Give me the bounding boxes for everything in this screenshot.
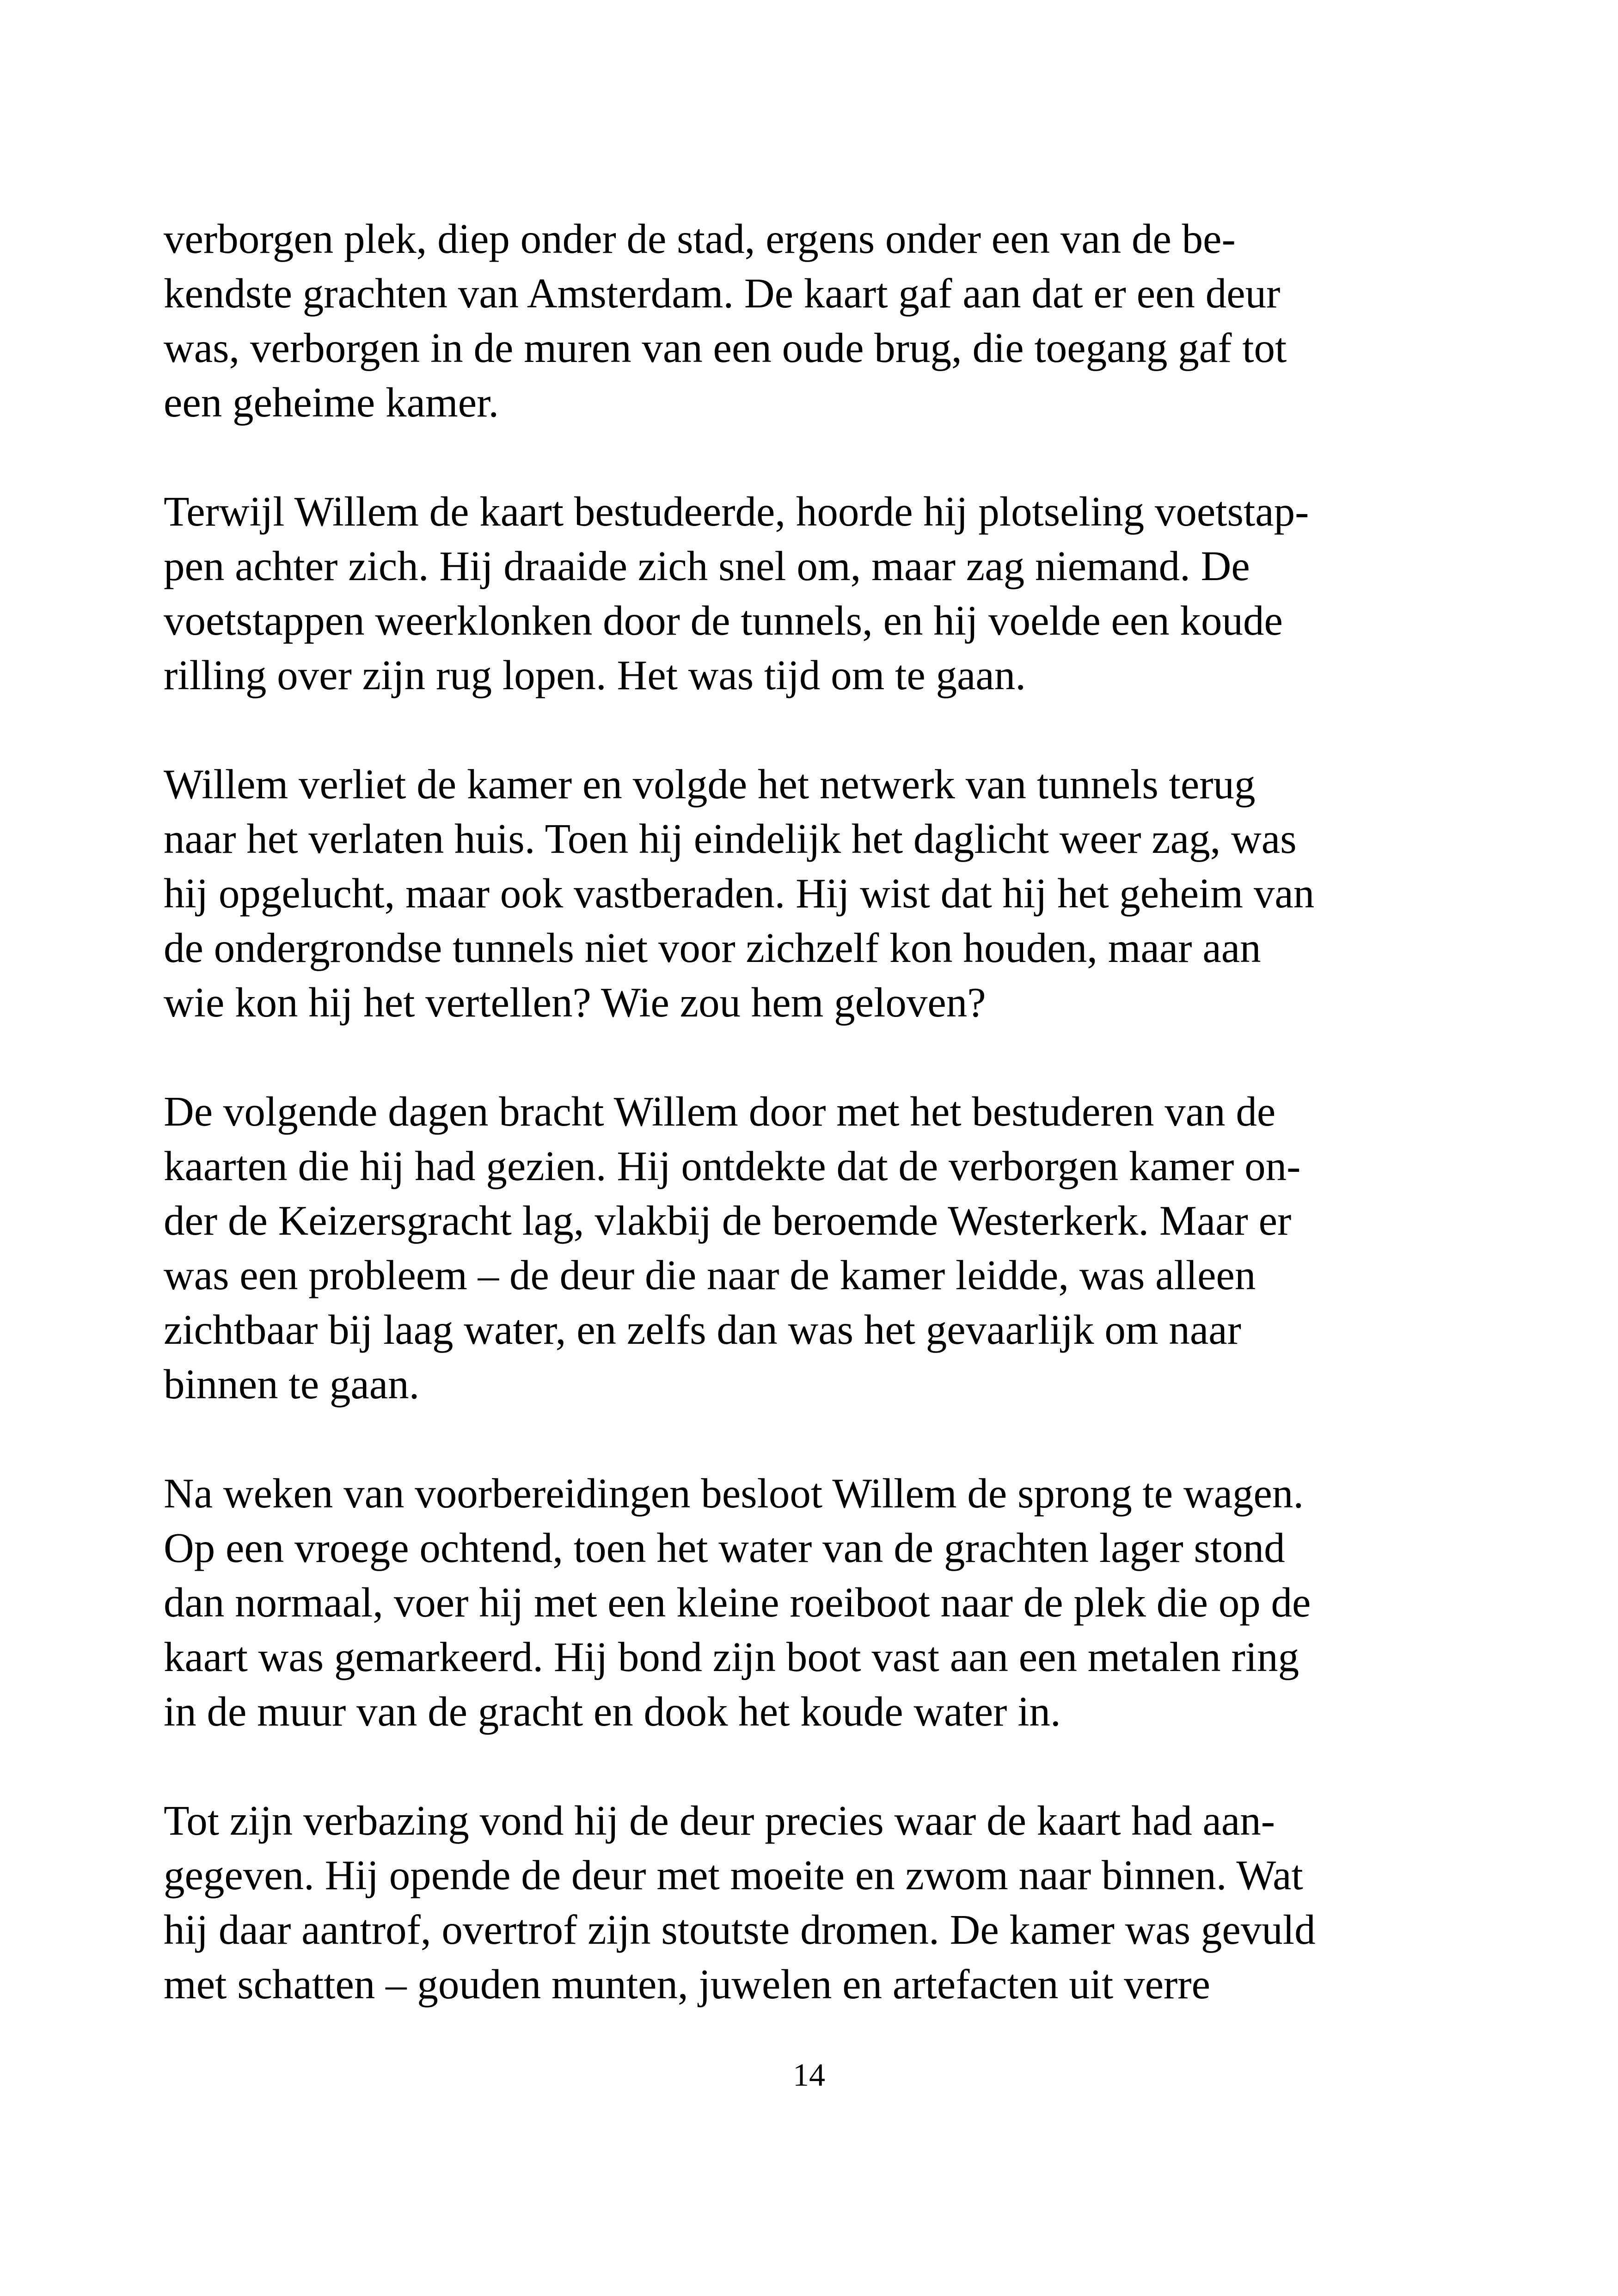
text-line: hij daar aantrof, overtrof zijn stoutste dromen. De kamer was gevuld [164, 1906, 1316, 1953]
text-line: voetstappen weerklonken door de tunnels, en hij voelde een koude [164, 597, 1283, 644]
text-line: zichtbaar bij laag water, en zelfs dan was het gevaarlijk om naar [164, 1306, 1241, 1353]
paragraph [164, 1794, 1458, 2012]
paragraph [164, 212, 1458, 430]
text-line: was een probleem – de deur die naar de kamer leidde, was alleen [164, 1252, 1256, 1298]
paragraph [164, 1084, 1458, 1412]
text-line: der de Keizersgracht lag, vlakbij de beroemde Westerkerk. Maar er [164, 1197, 1292, 1244]
text-line: Na weken van voorbereidingen besloot Willem de sprong te wagen. [164, 1470, 1304, 1517]
text-line: wie kon hij het vertellen? Wie zou hem geloven? [164, 979, 986, 1026]
text-line: hij opgelucht, maar ook vastberaden. Hij wist dat hij het geheim van [164, 870, 1315, 917]
text-line: rilling over zijn rug lopen. Het was tijd om te gaan. [164, 652, 1026, 698]
text-line: Willem verliet de kamer en volgde het netwerk van tunnels terug [164, 761, 1256, 808]
text-line: kendste grachten van Amsterdam. De kaart gaf aan dat er een deur [164, 270, 1281, 317]
text-line: verborgen plek, diep onder de stad, ergens onder een van de be- [164, 215, 1236, 262]
text-line: kaart was gemarkeerd. Hij bond zijn boot vast aan een metalen ring [164, 1634, 1299, 1680]
text-line: een geheime kamer. [164, 379, 499, 426]
text-line: binnen te gaan. [164, 1361, 420, 1408]
text-line: Tot zijn verbazing vond hij de deur precies waar de kaart had aan- [164, 1797, 1275, 1844]
text-line: in de muur van de gracht en dook het koude water in. [164, 1688, 1061, 1735]
paragraph [164, 484, 1458, 703]
text-line: was, verborgen in de muren van een oude brug, die toegang gaf tot [164, 325, 1287, 371]
text-line: naar het verlaten huis. Toen hij eindelijk het daglicht weer zag, was [164, 815, 1297, 862]
text-line: Terwijl Willem de kaart bestudeerde, hoorde hij plotseling voetstap- [164, 488, 1309, 535]
text-line: kaarten die hij had gezien. Hij ontdekte dat de verborgen kamer on- [164, 1143, 1301, 1189]
paragraph [164, 757, 1458, 1030]
text-line: De volgende dagen bracht Willem door met het bestuderen van de [164, 1088, 1276, 1135]
text-line: met schatten – gouden munten, juwelen en artefacten uit verre [164, 1961, 1210, 2008]
paragraph [164, 1466, 1458, 1739]
text-line: de ondergrondse tunnels niet voor zichzelf kon houden, maar aan [164, 925, 1261, 971]
text-line: Op een vroege ochtend, toen het water van de grachten lager stond [164, 1525, 1285, 1571]
text-line: gegeven. Hij opende de deur met moeite en zwom naar binnen. Wat [164, 1852, 1303, 1898]
body-text [164, 212, 1458, 2012]
text-line: dan normaal, voer hij met een kleine roeiboot naar de plek die op de [164, 1579, 1311, 1626]
page-number: 14 [793, 2057, 825, 2093]
text-line: pen achter zich. Hij draaide zich snel om, maar zag niemand. De [164, 543, 1250, 589]
